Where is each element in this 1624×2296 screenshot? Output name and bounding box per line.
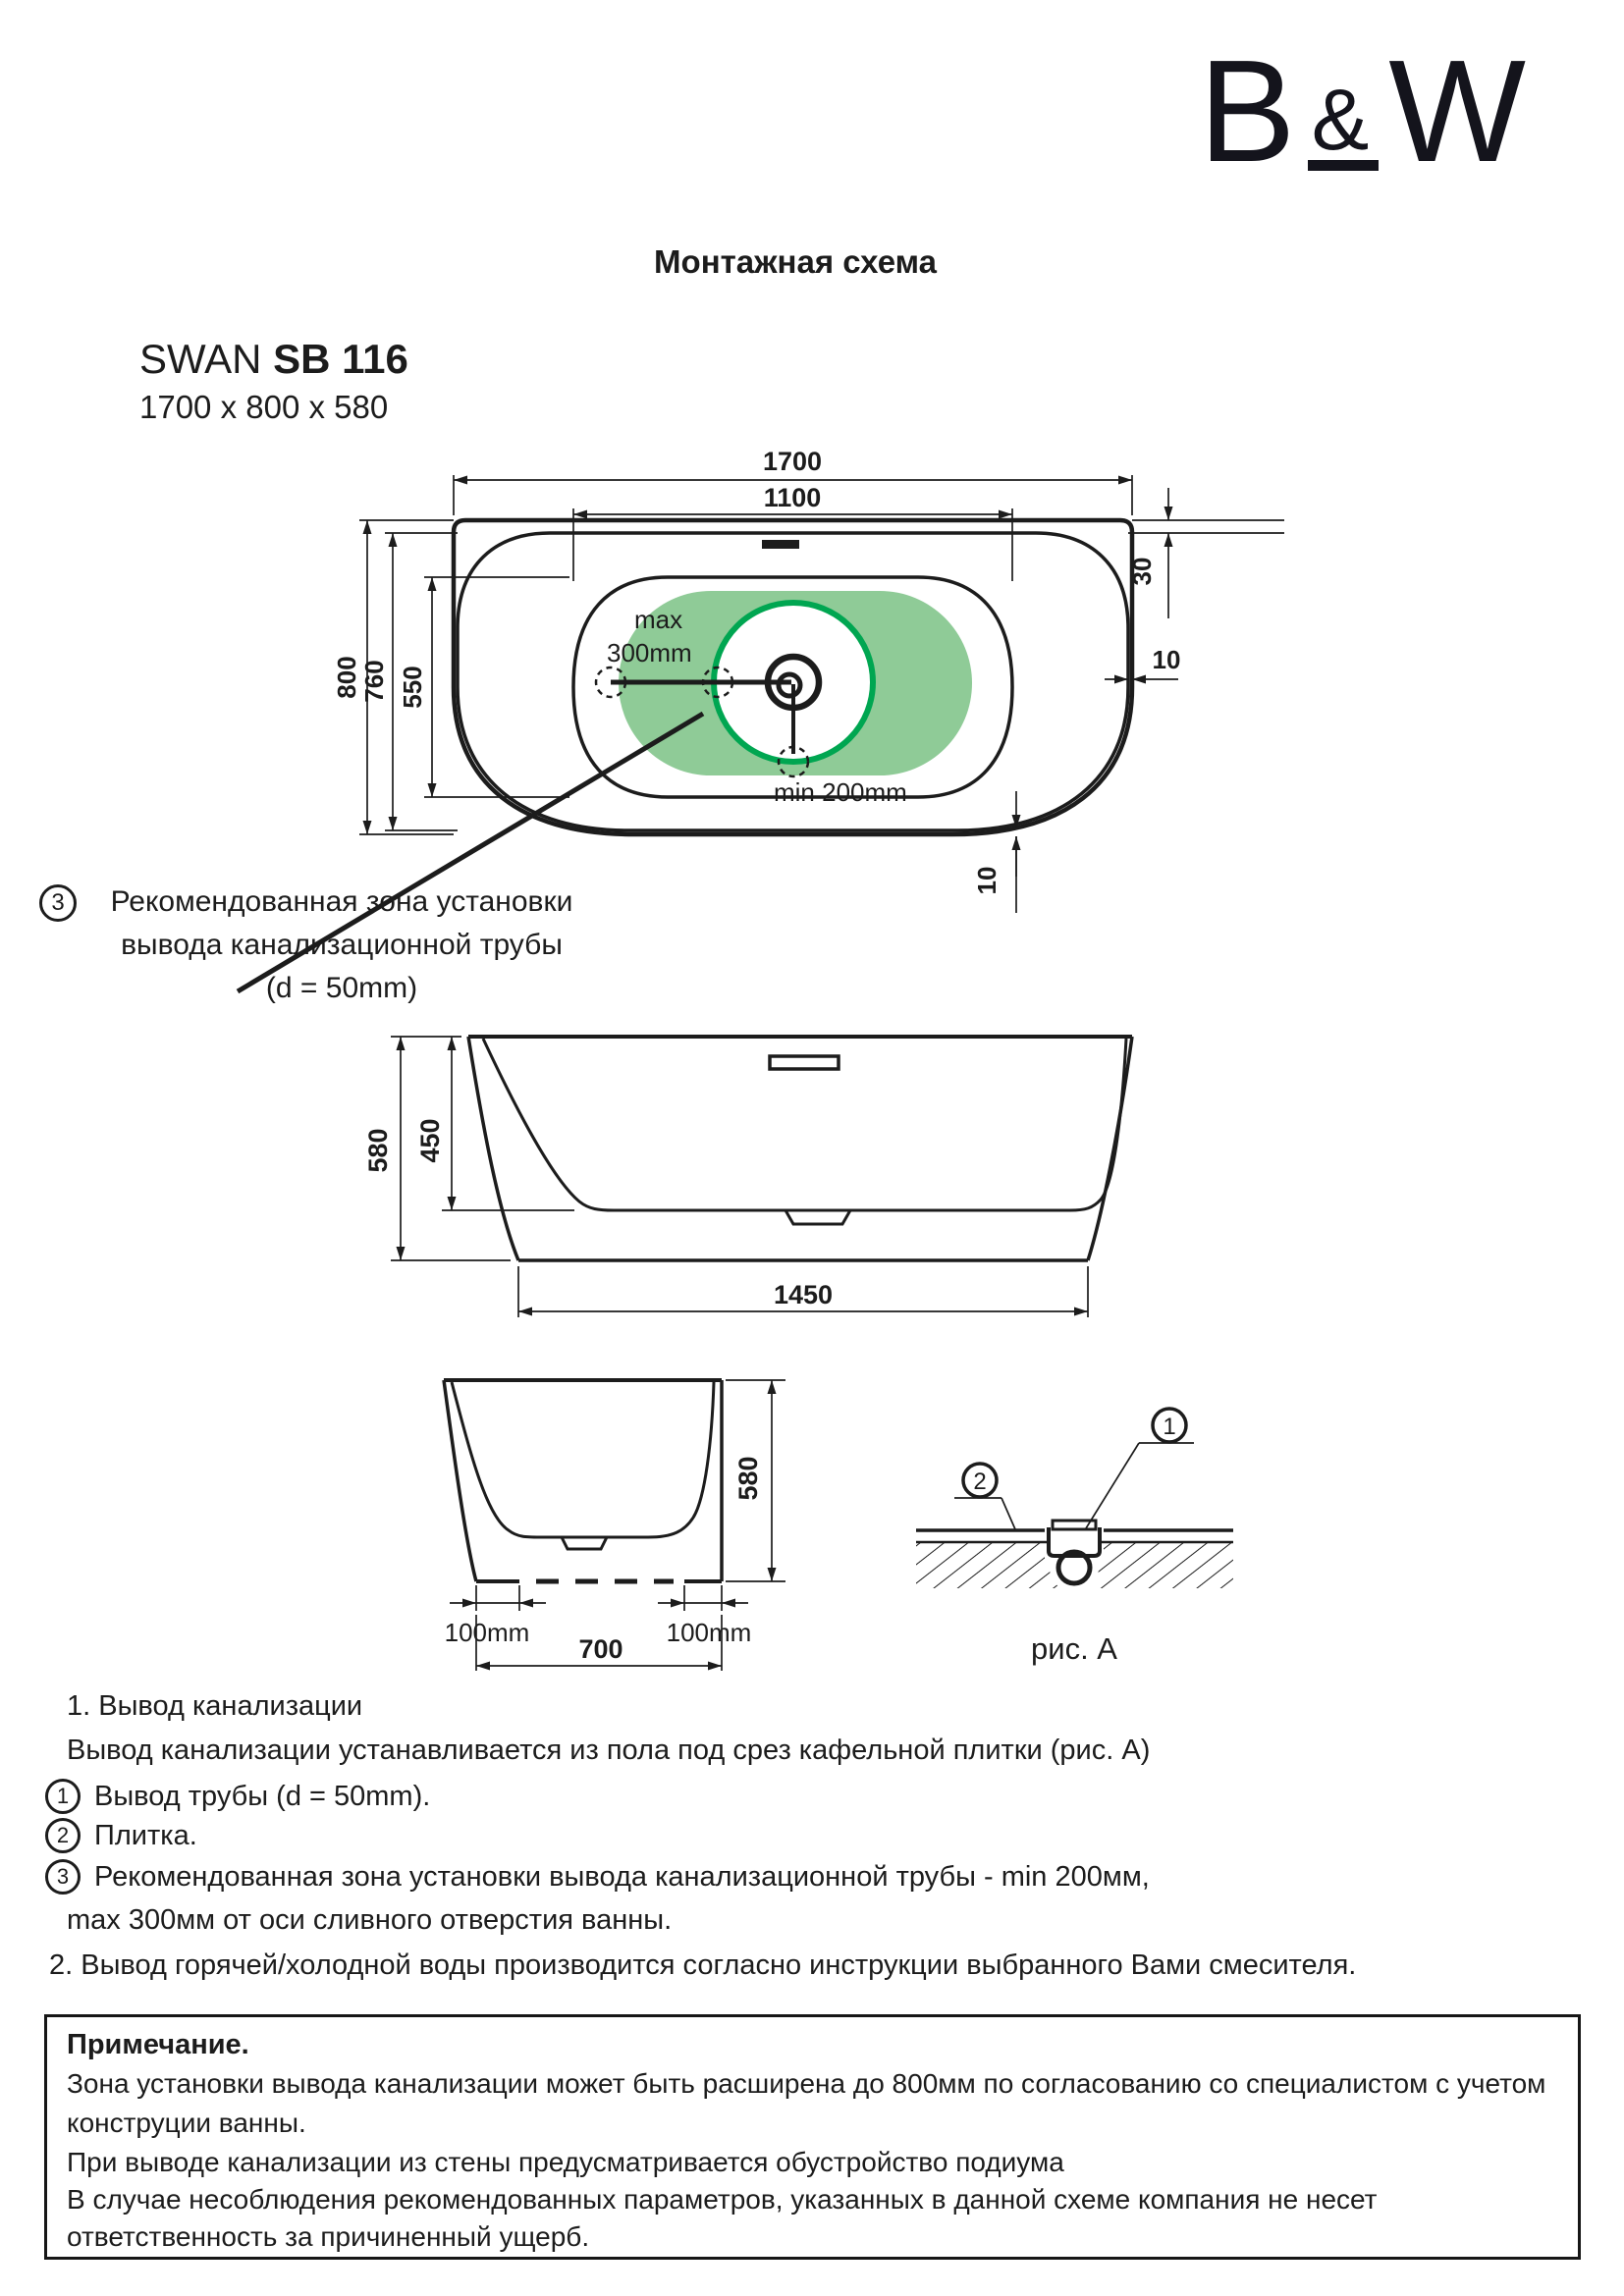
product-model: SB 116 bbox=[273, 336, 408, 382]
note-item-3-text: Рекомендованная зона установки вывода канализационной трубы - min 200мм, bbox=[94, 1860, 1150, 1893]
product-series: SWAN bbox=[139, 336, 262, 382]
note-body: Вывод канализации устанавливается из пола под срез кафельной плитки (рис. А) bbox=[67, 1735, 1151, 1766]
side-left-edge bbox=[468, 1037, 518, 1260]
front-dim-100-right: 100mm bbox=[666, 1618, 752, 1647]
side-inner-contour bbox=[483, 1039, 1126, 1210]
remark-title: Примечание. bbox=[67, 2029, 249, 2060]
remark-line4: В случае несоблюдения рекомендованных параметров, указанных в данной схеме компания не несет bbox=[67, 2184, 1378, 2215]
dim-550: 550 bbox=[398, 666, 427, 709]
side-dim-1450: 1450 bbox=[773, 1280, 834, 1309]
side-overflow-slot bbox=[770, 1056, 839, 1069]
side-dim-450: 450 bbox=[415, 1118, 445, 1163]
dim-1700: 1700 bbox=[762, 447, 823, 476]
logo-letter-w: W bbox=[1388, 30, 1532, 192]
side-drain-bump bbox=[785, 1210, 850, 1224]
dim-30: 30 bbox=[1127, 557, 1157, 586]
dim-760: 760 bbox=[359, 660, 389, 703]
note-heading: 1. Вывод канализации bbox=[67, 1690, 363, 1722]
max-label-line2: 300mm bbox=[607, 638, 692, 667]
front-inner-contour bbox=[452, 1382, 714, 1537]
zone-note-line2: вывода канализационной трубы bbox=[121, 929, 563, 961]
note-final: 2. Вывод горячей/холодной воды производится согласно инструкции выбранного Вами смесителя. bbox=[49, 1949, 1357, 1981]
front-drain-dip bbox=[562, 1537, 607, 1549]
detail-callout-1-digit: 1 bbox=[1163, 1414, 1176, 1440]
dim-800: 800 bbox=[332, 656, 361, 699]
dim-10-bottom: 10 bbox=[972, 866, 1001, 895]
note-item-3-marker: 3 bbox=[45, 1859, 81, 1895]
zone-note-marker-digit: 3 bbox=[51, 889, 65, 916]
logo-ampersand: & bbox=[1311, 70, 1376, 168]
zone-note-line3: (d = 50mm) bbox=[265, 972, 418, 1004]
note-item-1 bbox=[45, 1779, 430, 1814]
remark-line5: ответственность за причиненный ущерб. bbox=[67, 2221, 590, 2252]
dim-1100: 1100 bbox=[763, 483, 822, 512]
logo-ampersand-underline bbox=[1308, 70, 1380, 171]
front-dim-580: 580 bbox=[733, 1456, 763, 1501]
note-item-1-marker: 1 bbox=[45, 1779, 81, 1814]
zone-note-line1: Рекомендованная зона установки bbox=[110, 885, 573, 918]
min-label: min 200mm bbox=[774, 777, 907, 807]
brand-logo bbox=[1198, 27, 1532, 192]
note-item-2 bbox=[45, 1818, 197, 1853]
zone-note-marker bbox=[39, 884, 77, 922]
detail-caption: рис. А bbox=[1031, 1631, 1117, 1666]
remark-box bbox=[44, 2014, 1581, 2260]
note-item-2-marker: 2 bbox=[45, 1818, 81, 1853]
note-item-3 bbox=[45, 1859, 1150, 1895]
logo-letter-b: B bbox=[1198, 30, 1302, 192]
side-view-drawing bbox=[353, 1011, 1159, 1335]
side-dim-580: 580 bbox=[363, 1128, 393, 1173]
note-item-2-text: Плитка. bbox=[94, 1819, 197, 1851]
front-view-and-detail-drawing bbox=[412, 1364, 1276, 1679]
remark-line2: конструции ванны. bbox=[67, 2108, 306, 2138]
product-dimensions: 1700 x 800 x 580 bbox=[139, 389, 389, 425]
remark-line3: При выводе канализации из стены предусматривается обустройство подиума bbox=[67, 2147, 1064, 2177]
front-dim-100-left: 100mm bbox=[444, 1618, 530, 1647]
remark-line1: Зона установки вывода канализации может быть расширена до 800мм по согласованию со специалистом с учетом bbox=[67, 2068, 1546, 2099]
max-label-line1: max bbox=[634, 605, 683, 634]
note-item-3-continuation: max 300мм от оси сливного отверстия ванны. bbox=[67, 1904, 673, 1936]
zone-note-text bbox=[86, 881, 597, 1010]
detail-callout-2-digit: 2 bbox=[973, 1468, 987, 1495]
overflow-slot bbox=[762, 540, 799, 549]
note-item-1-text: Вывод трубы (d = 50mm). bbox=[94, 1780, 431, 1812]
dim-10-right: 10 bbox=[1152, 645, 1181, 674]
front-dim-700: 700 bbox=[578, 1634, 623, 1664]
page-title: Монтажная схема bbox=[654, 243, 937, 280]
product-name bbox=[139, 336, 408, 383]
